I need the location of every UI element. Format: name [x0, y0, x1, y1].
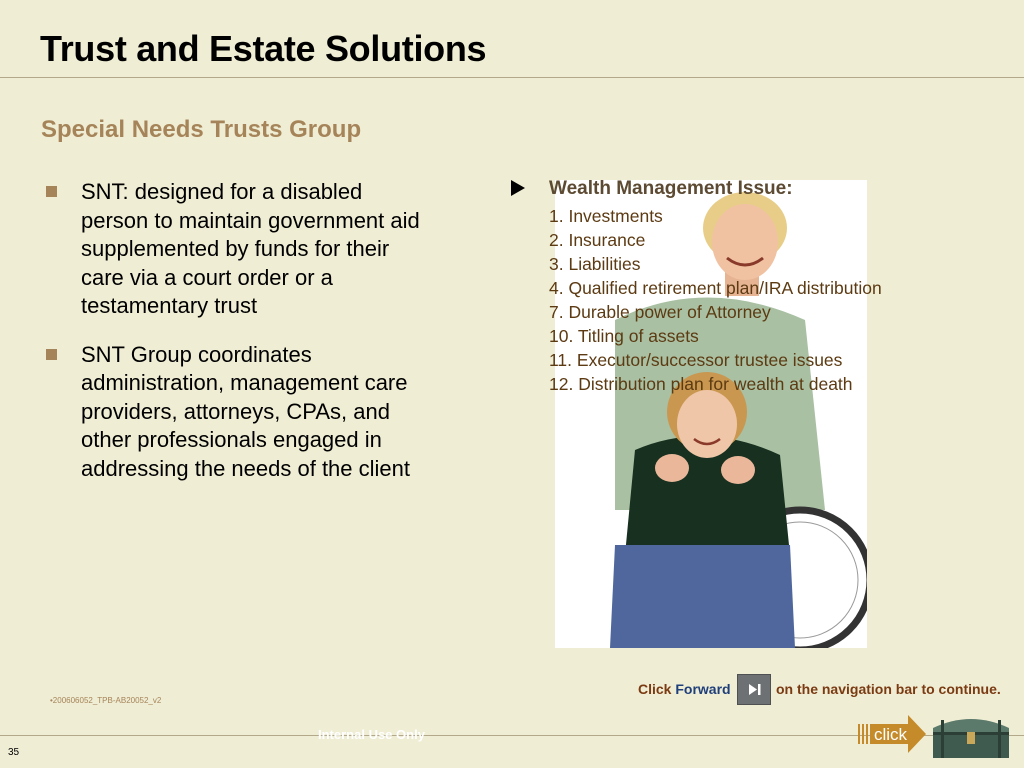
- list-item: 12. Distribution plan for wealth at death: [549, 374, 853, 394]
- triangle-right-icon: [511, 180, 525, 196]
- footnote: •200606052_TPB-AB20052_v2: [50, 696, 162, 705]
- bullet-list: [46, 178, 426, 503]
- list-item: 4. Qualified retirement plan/IRA distribution: [549, 278, 882, 298]
- navigation-hint-suffix: [776, 681, 1001, 697]
- bullet-text: SNT Group coordinates administration, management care providers, attorneys, CPAs, and other professionals engaged in addressing the needs of the client: [81, 341, 411, 481]
- skip-forward-icon: [738, 675, 770, 704]
- bullet-item: [46, 341, 426, 484]
- square-bullet-icon: [46, 349, 57, 360]
- wealth-management-heading: [549, 178, 793, 200]
- page-number: 35: [8, 747, 20, 758]
- square-bullet-icon: [46, 186, 57, 197]
- nav-period: .: [996, 681, 1001, 697]
- wealth-management-heading-text: Wealth Management Issue: [549, 178, 787, 199]
- bullet-text: SNT: designed for a disabled person to maintain government aid supplemented by funds for their care via a court order or a testamentary trust: [81, 179, 420, 318]
- bullet-item: [46, 178, 426, 321]
- list-item: 1. Investments: [549, 206, 663, 226]
- forward-button[interactable]: [737, 674, 771, 705]
- click-button-label[interactable]: click: [874, 725, 908, 744]
- nav-suffix: on the navigation bar to continue: [776, 681, 997, 697]
- slide-subtitle: Special Needs Trusts Group: [41, 116, 362, 143]
- title-divider: [0, 77, 1024, 78]
- list-item: 11. Executor/successor trustee issues: [549, 350, 843, 370]
- nav-prefix: Click: [638, 681, 672, 697]
- list-item: 3. Liabilities: [549, 254, 641, 274]
- list-item: 2. Insurance: [549, 230, 646, 250]
- heading-colon: :: [786, 178, 793, 199]
- slide-title: Trust and Estate Solutions: [40, 28, 487, 69]
- nav-forward-word: Forward: [675, 681, 731, 697]
- navigation-hint: [638, 681, 731, 697]
- internal-use-label: Internal Use Only: [318, 727, 425, 742]
- treasure-chest-icon: [929, 710, 1013, 760]
- wealth-management-list: [549, 204, 882, 396]
- list-item: 7. Durable power of Attorney: [549, 302, 771, 322]
- list-item: 10. Titling of assets: [549, 326, 699, 346]
